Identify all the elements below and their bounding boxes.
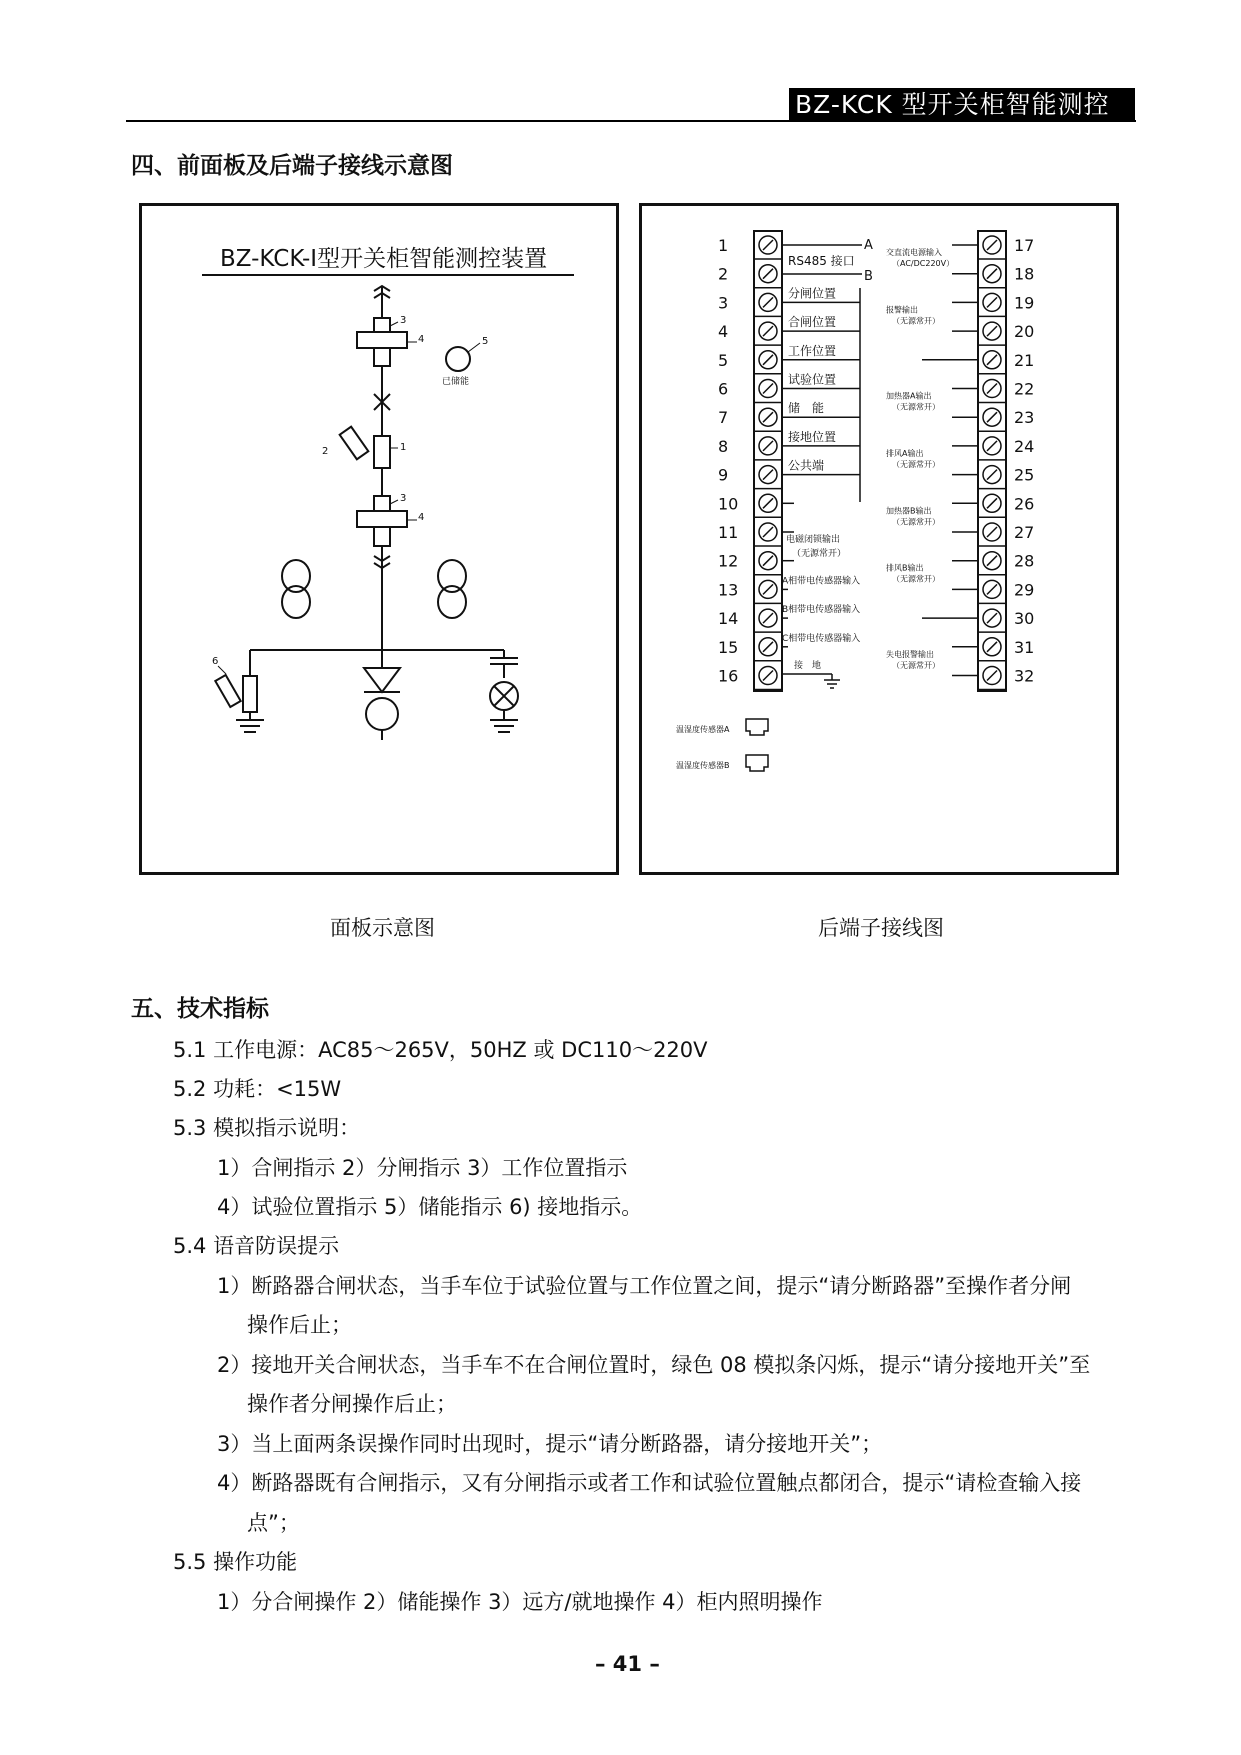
- front-panel-svg: [142, 206, 616, 872]
- left-terminal-number: 13: [718, 580, 739, 600]
- right-group-note: （无源常开）: [892, 517, 940, 527]
- right-terminal-number: 22: [1014, 379, 1035, 399]
- spec-5-1: 5.1 工作电源：AC85～265V，50HZ 或 DC110～220V: [173, 1038, 708, 1062]
- right-group-label: 失电报警输出: [886, 649, 934, 659]
- left-terminal-number: 10: [718, 494, 739, 514]
- sensor-input-label: B相带电传感器输入: [782, 605, 861, 616]
- input-label: 储 能: [788, 401, 825, 416]
- marker-3-lower: 3: [400, 493, 407, 504]
- lock-output-note: （无源常开）: [792, 549, 847, 559]
- spec-5-4-item-1-cont: 操作后止；: [247, 1313, 352, 1337]
- spec-5-4-item-4-cont: 点”；: [247, 1511, 300, 1535]
- spec-5-5: 5.5 操作功能: [173, 1550, 298, 1574]
- sensor-input-label: A相带电传感器输入: [782, 576, 861, 587]
- header-title: BZ-KCK 型开关柜智能测控装置: [789, 88, 1135, 122]
- spec-5-4: 5.4 语音防误提示: [173, 1234, 340, 1258]
- ground-label: 接 地: [794, 661, 822, 671]
- spec-5-4-item-1: 1）断路器合闸状态，当手车位于试验位置与工作位置之间，提示“请分断路器”至操作者分闸: [217, 1274, 1072, 1298]
- rear-terminal-diagram: [639, 203, 1119, 875]
- input-label: 试验位置: [788, 372, 837, 387]
- input-label: 接地位置: [788, 429, 837, 444]
- right-terminal-number: 26: [1014, 494, 1035, 514]
- right-group-label: 加热器B输出: [886, 506, 932, 516]
- spec-5-5-items: 1）分合闸操作 2）储能操作 3）远方/就地操作 4）柜内照明操作: [217, 1590, 823, 1614]
- right-terminal-number: 17: [1014, 236, 1035, 255]
- input-label: 分闸位置: [788, 286, 837, 301]
- spec-5-4-item-2: 2）接地开关合闸状态，当手车不在合闸位置时，绿色 08 模拟条闪烁，提示“请分接地开关”至: [217, 1353, 1091, 1377]
- spec-5-4-item-4: 4）断路器既有合闸指示，又有分闸指示或者工作和试验位置触点都闭合，提示“请检查输入接: [217, 1471, 1082, 1495]
- spec-5-3-item-a: 1）合闸指示 2）分闸指示 3）工作位置指示: [217, 1156, 628, 1180]
- spec-5-2: 5.2 功耗：<15W: [173, 1077, 342, 1101]
- front-panel-caption: 面板示意图: [330, 916, 435, 940]
- right-terminal-number: 30: [1014, 609, 1035, 629]
- left-terminal-number: 2: [718, 264, 729, 284]
- input-label: 公共端: [788, 458, 825, 473]
- right-terminal-number: 32: [1014, 666, 1035, 686]
- temp-sensor-a-label: 温湿度传感器A: [676, 725, 730, 734]
- input-label: 工作位置: [788, 343, 837, 358]
- right-group-label: 交直流电源输入: [886, 248, 942, 257]
- temp-sensor-b-label: 温湿度传感器B: [676, 761, 730, 770]
- left-terminal-number: 9: [718, 465, 729, 485]
- marker-4-upper: 4: [418, 334, 425, 345]
- rear-panel-caption: 后端子接线图: [818, 916, 944, 940]
- lock-output-label: 电磁闭锁输出: [786, 535, 841, 545]
- right-group-label: 报警输出: [886, 305, 918, 315]
- input-label: 合闸位置: [788, 315, 837, 330]
- rs485-label: RS485 接口: [788, 254, 855, 268]
- right-terminal-number: 28: [1014, 551, 1035, 571]
- right-terminal-number: 27: [1014, 523, 1035, 542]
- right-group-label: 加热器A输出: [886, 391, 932, 401]
- front-panel-title: BZ-KCK-I型开关柜智能测控装置: [220, 246, 548, 272]
- left-terminal-number: 7: [718, 408, 729, 428]
- spec-5-3: 5.3 模拟指示说明：: [173, 1116, 361, 1140]
- spec-5-4-item-2-cont: 操作者分闸操作后止；: [247, 1392, 457, 1416]
- left-terminal-number: 1: [718, 236, 729, 255]
- right-terminal-number: 25: [1014, 465, 1035, 485]
- right-group-note: （无源常开）: [892, 660, 940, 670]
- spec-5-3-item-b: 4）试验位置指示 5）储能指示 6) 接地指示。: [217, 1195, 643, 1219]
- right-terminal-number: 31: [1014, 637, 1035, 657]
- rs485-a: A: [864, 238, 873, 253]
- left-terminal-number: 3: [718, 293, 729, 313]
- right-group-note: （无源常开）: [892, 402, 940, 412]
- indicator-label: 已储能: [442, 377, 470, 387]
- rear-terminal-svg: [642, 206, 1116, 872]
- left-terminal-number: 11: [718, 523, 739, 542]
- left-terminal-number: 15: [718, 637, 739, 657]
- right-terminal-number: 20: [1014, 322, 1035, 342]
- marker-3-upper: 3: [400, 315, 407, 326]
- left-terminal-number: 12: [718, 551, 739, 571]
- page-number: – 41 –: [595, 1652, 660, 1676]
- right-group-note: （无源常开）: [892, 574, 940, 584]
- left-terminal-number: 6: [718, 379, 729, 399]
- right-terminal-number: 19: [1014, 293, 1035, 313]
- right-group-note: （无源常开）: [892, 459, 940, 469]
- marker-6: 6: [212, 656, 219, 667]
- marker-2: 2: [322, 446, 329, 457]
- right-terminal-number: 29: [1014, 580, 1035, 600]
- right-group-label: 排风A输出: [886, 448, 924, 458]
- left-terminal-number: 8: [718, 436, 729, 456]
- temp-sensor-a-port: [746, 719, 768, 735]
- marker-5: 5: [482, 336, 489, 347]
- right-terminal-number: 18: [1014, 264, 1035, 284]
- right-terminal-number: 23: [1014, 408, 1035, 428]
- section-4-title: 四、前面板及后端子接线示意图: [131, 153, 453, 179]
- front-panel-diagram: [139, 203, 619, 875]
- right-terminal-number: 24: [1014, 436, 1035, 456]
- right-terminal-number: 21: [1014, 350, 1035, 370]
- left-terminal-number: 16: [718, 666, 739, 686]
- right-group-note: （AC/DC220V）: [892, 259, 955, 268]
- marker-4-lower: 4: [418, 512, 425, 523]
- marker-1: 1: [400, 442, 407, 453]
- sensor-input-label: C相带电传感器输入: [782, 633, 861, 644]
- left-terminal-number: 5: [718, 350, 729, 370]
- temp-sensor-b-port: [746, 755, 768, 771]
- left-terminal-number: 4: [718, 322, 729, 342]
- right-group-note: （无源常开）: [892, 316, 940, 326]
- left-terminal-number: 14: [718, 609, 739, 629]
- rs485-b: B: [864, 269, 873, 284]
- spec-5-4-item-3: 3）当上面两条误操作同时出现时，提示“请分断路器，请分接地开关”；: [217, 1432, 883, 1456]
- right-group-label: 排风B输出: [886, 563, 924, 573]
- section-5-title: 五、技术指标: [131, 996, 269, 1022]
